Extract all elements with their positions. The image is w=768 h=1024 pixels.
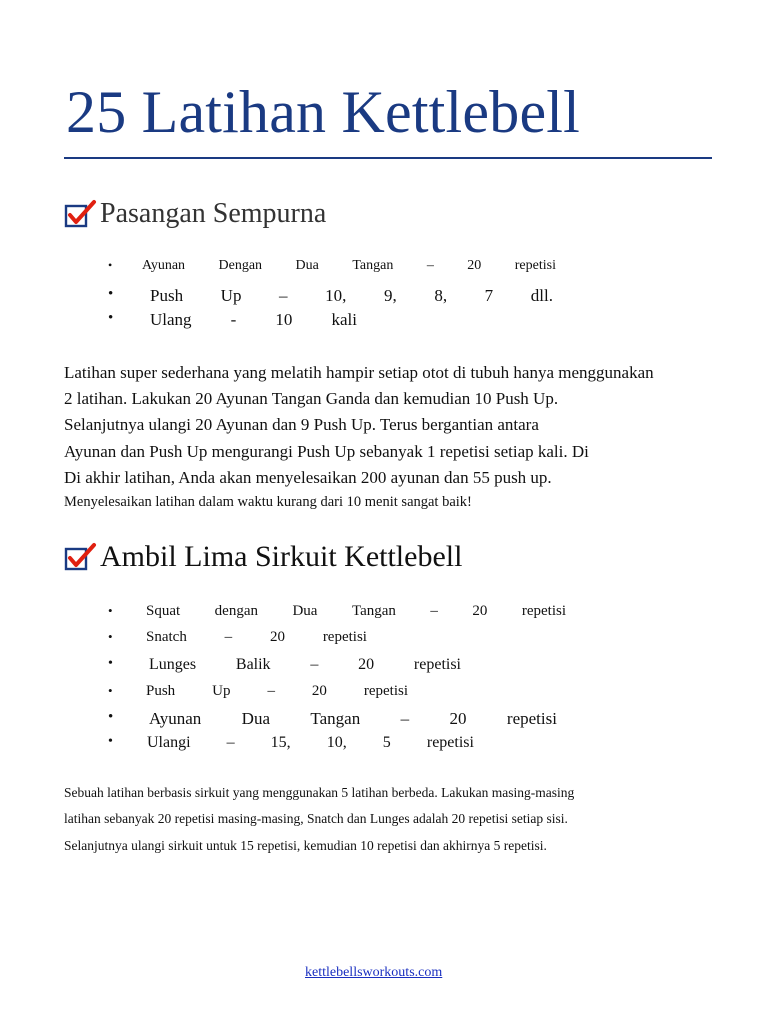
bullet-item — [0, 603, 768, 626]
section-heading-sirkuit — [64, 540, 462, 574]
paragraph-line: Sebuah latihan berbasis sirkuit yang menggunakan 5 latihan berbeda. Lakukan masing-masing — [64, 785, 575, 800]
bullet-word: repetisi — [322, 629, 367, 645]
bullet-word: dengan — [214, 603, 258, 619]
bullet-word: repetisi — [521, 603, 566, 619]
bullet-word: repetisi — [363, 683, 408, 699]
bullet-text — [150, 286, 553, 306]
bullet-word: 7 — [484, 286, 494, 305]
bullet-word: – — [310, 656, 319, 673]
bullet-word: – — [430, 603, 438, 619]
bullet-word: 8, — [434, 286, 448, 305]
bullet-word: 15, — [270, 734, 291, 751]
bullet-word: Dua — [295, 258, 319, 273]
bullet-word: 20 — [449, 709, 467, 728]
bullet-word: Lunges — [149, 656, 197, 673]
bullet-text — [146, 603, 566, 620]
bullet-text — [146, 683, 408, 700]
bullet-word: repetisi — [514, 258, 556, 273]
bullet-word: Ulang — [150, 310, 192, 329]
bullet-dot: • — [108, 310, 114, 326]
bullet-word: - — [230, 310, 237, 329]
bullet-word: 20 — [311, 683, 327, 699]
bullet-word: kali — [331, 310, 357, 329]
bullet-item — [0, 709, 768, 734]
bullet-item — [0, 734, 768, 758]
bullet-word: – — [224, 629, 233, 645]
bullet-word: Ulangi — [147, 734, 191, 751]
bullet-word: Dua — [241, 709, 270, 728]
paragraph-line: Selanjutnya ulangi sirkuit untuk 15 repetisi, kemudian 10 repetisi dan akhirnya 5 repetisi. — [64, 838, 547, 853]
bullet-word: Push — [150, 286, 184, 305]
bullet-word: – — [279, 286, 288, 305]
paragraph-line: Ayunan dan Push Up mengurangi Push Up sebanyak 1 repetisi setiap kali. Di — [64, 442, 589, 461]
bullet-dot: • — [108, 709, 114, 725]
bullet-dot: • — [108, 656, 113, 671]
bullet-word: 20 — [467, 258, 482, 273]
bullet-word: 10 — [275, 310, 293, 329]
bullet-item — [0, 258, 768, 280]
bullet-word: Squat — [146, 603, 181, 619]
bullet-dot: • — [108, 258, 113, 272]
bullet-word: Balik — [235, 656, 271, 673]
bullet-word: repetisi — [413, 656, 461, 673]
bullet-text — [149, 709, 557, 729]
bullet-text — [146, 629, 367, 646]
bullet-word: Push — [146, 683, 176, 699]
bullet-word: – — [426, 258, 434, 273]
footer-website-link[interactable]: kettlebellsworkouts.com — [305, 965, 443, 980]
bullet-item — [0, 683, 768, 706]
bullet-dot: • — [108, 286, 114, 302]
title-divider — [64, 157, 712, 159]
bullet-item — [0, 656, 768, 680]
bullet-text — [147, 734, 474, 752]
bullet-word: 5 — [382, 734, 391, 751]
bullet-dot: • — [108, 603, 113, 618]
bullet-word: 20 — [472, 603, 488, 619]
bullet-dot: • — [108, 734, 113, 749]
bullet-word: 10, — [326, 734, 347, 751]
bullet-word: – — [400, 709, 410, 728]
paragraph-line: Di akhir latihan, Anda akan menyelesaikan 200 ayunan dan 55 push up. — [64, 468, 552, 487]
bullet-word: Tangan — [352, 258, 394, 273]
bullet-word: 20 — [358, 656, 375, 673]
section-heading-text: Pasangan Sempurna — [100, 198, 327, 229]
bullet-item — [0, 310, 768, 335]
bullet-word: Ayunan — [149, 709, 202, 728]
bullet-word: 10, — [325, 286, 347, 305]
bullet-word: Snatch — [146, 629, 187, 645]
page-title: 25 Latihan Kettlebell — [66, 79, 581, 145]
section-heading-pasangan — [64, 198, 326, 230]
paragraph-line: 2 latihan. Lakukan 20 Ayunan Tangan Ganda dan kemudian 10 Push Up. — [64, 389, 559, 408]
bullet-word: repetisi — [506, 709, 557, 728]
bullet-text — [149, 656, 461, 674]
bullet-word: dll. — [530, 286, 553, 305]
bullet-word: repetisi — [426, 734, 474, 751]
bullet-word: 9, — [383, 286, 397, 305]
bullet-dot: • — [108, 683, 113, 698]
paragraph-line: Selanjutnya ulangi 20 Ayunan dan 9 Push Up. Terus bergantian antara — [64, 415, 539, 434]
checked-box-icon — [64, 542, 98, 572]
section-heading-text: Ambil Lima Sirkuit Kettlebell — [100, 540, 463, 573]
bullet-item — [0, 286, 768, 311]
bullet-word: Dua — [292, 603, 318, 619]
bullet-word: Tangan — [351, 603, 396, 619]
paragraph-line: Latihan super sederhana yang melatih hampir setiap otot di tubuh hanya menggunakan — [64, 363, 654, 382]
paragraph-line: latihan sebanyak 20 repetisi masing-masing, Snatch dan Lunges adalah 20 repetisi setiap sisi. — [64, 811, 568, 826]
paragraph-line: Menyelesaikan latihan dalam waktu kurang dari 10 menit sangat baik! — [64, 494, 472, 510]
bullet-word: 20 — [269, 629, 285, 645]
bullet-text — [150, 310, 357, 330]
checked-box-icon — [64, 199, 98, 229]
bullet-dot: • — [108, 629, 113, 644]
bullet-word: Up — [220, 286, 242, 305]
bullet-word: Up — [212, 683, 231, 699]
bullet-word: Tangan — [310, 709, 361, 728]
bullet-word: Dengan — [218, 258, 263, 273]
bullet-text — [142, 258, 556, 274]
bullet-item — [0, 629, 768, 652]
bullet-word: Ayunan — [142, 258, 186, 273]
bullet-word: – — [226, 734, 235, 751]
bullet-word: – — [267, 683, 275, 699]
